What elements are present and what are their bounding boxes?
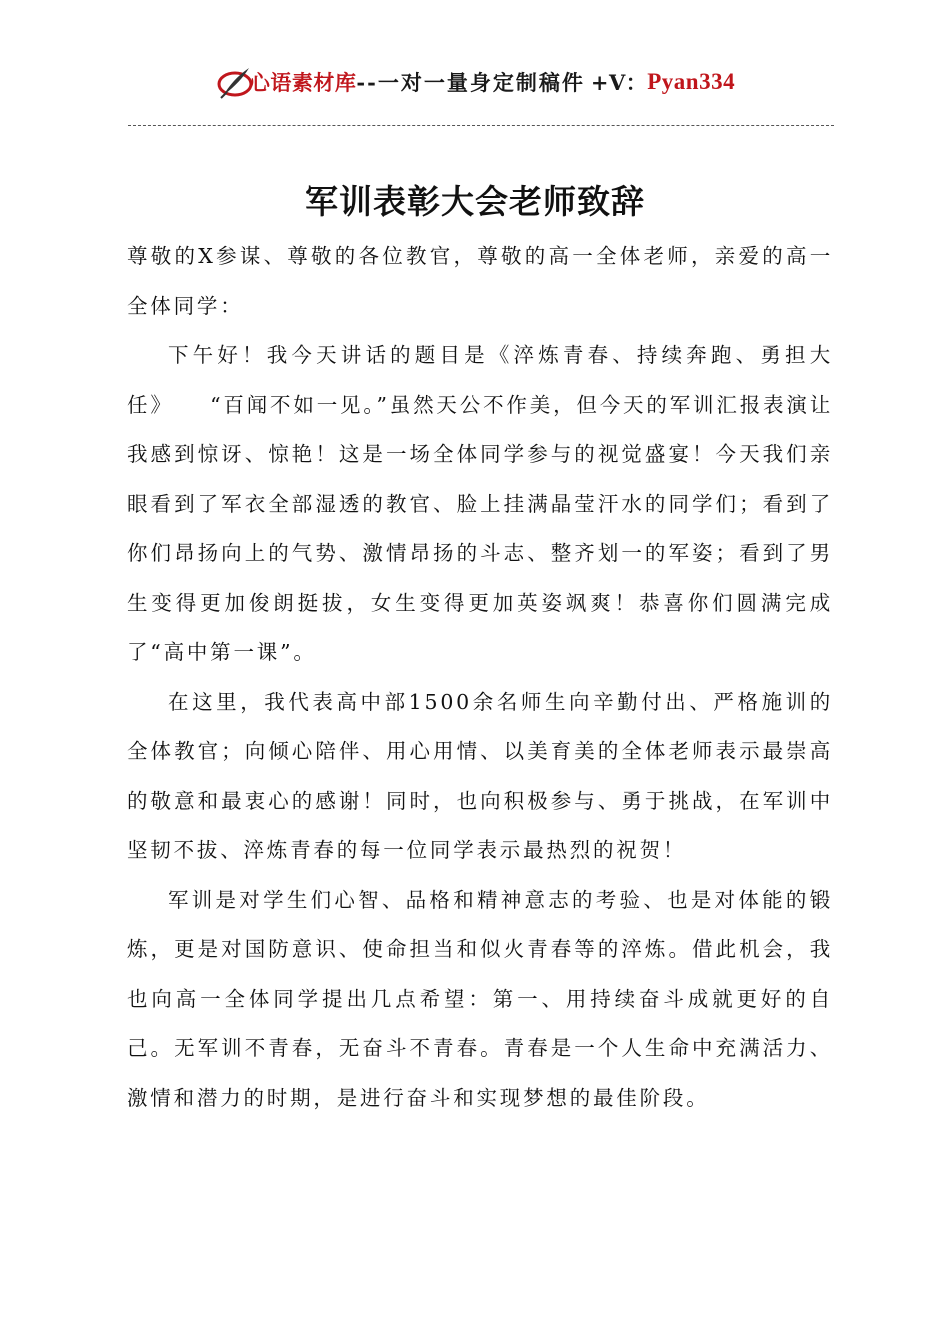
salutation-paragraph: 尊敬的X参谋、尊敬的各位教官，尊敬的高一全体老师，亲爱的高一全体同学： <box>127 244 833 318</box>
header-divider <box>128 125 834 126</box>
header-slogan: --一对一量身定制稿件 <box>356 70 585 95</box>
document-title: 军训表彰大会老师致辞 <box>305 182 645 221</box>
contact-label: +V： <box>590 70 648 95</box>
contact-value: Pyan334 <box>647 69 736 94</box>
body-paragraph: 在这里，我代表高中部1500余名师生向辛勤付出、严格施训的全体教官；向倾心陪伴、用心用情、以美育美的全体老师表示最崇高的敬意和最衷心的感谢！同时，也向积极参与、勇于挑战，在军训中坚韧不拔、淬炼青春的每一位同学表示最热烈的祝贺！ <box>127 689 833 862</box>
brand-name: 心语素材库 <box>248 70 357 95</box>
header-banner <box>215 62 735 102</box>
page-header <box>0 60 950 104</box>
body-paragraph: 下午好！我今天讲话的题目是《淬炼青春、持续奔跑、勇担大任》 “百闻不如一见。”虽然天公不作美，但今天的军训汇报表演让我感到惊讶、惊艳！这是一场全体同学参与的视觉盛宴！今天我们亲眼看到了军衣全部湿透的教官、脸上挂满晶莹汗水的同学们；看到了你们昂扬向上的气势、激情昂扬的斗志、整齐划一的军姿；看到了男生变得更加俊朗挺拔，女生变得更加英姿飒爽！恭喜你们圆满完成了“高中第一课”。 <box>127 343 833 664</box>
document-body <box>127 232 833 1123</box>
body-paragraph: 军训是对学生们心智、品格和精神意志的考验、也是对体能的锻炼，更是对国防意识、使命担当和似火青春等的淬炼。借此机会，我也向高一全体同学提出几点希望：第一、用持续奋斗成就更好的自己。无军训不青春，无奋斗不青春。青春是一个人生命中充满活力、激情和潜力的时期，是进行奋斗和实现梦想的最佳阶段。 <box>127 887 833 1110</box>
